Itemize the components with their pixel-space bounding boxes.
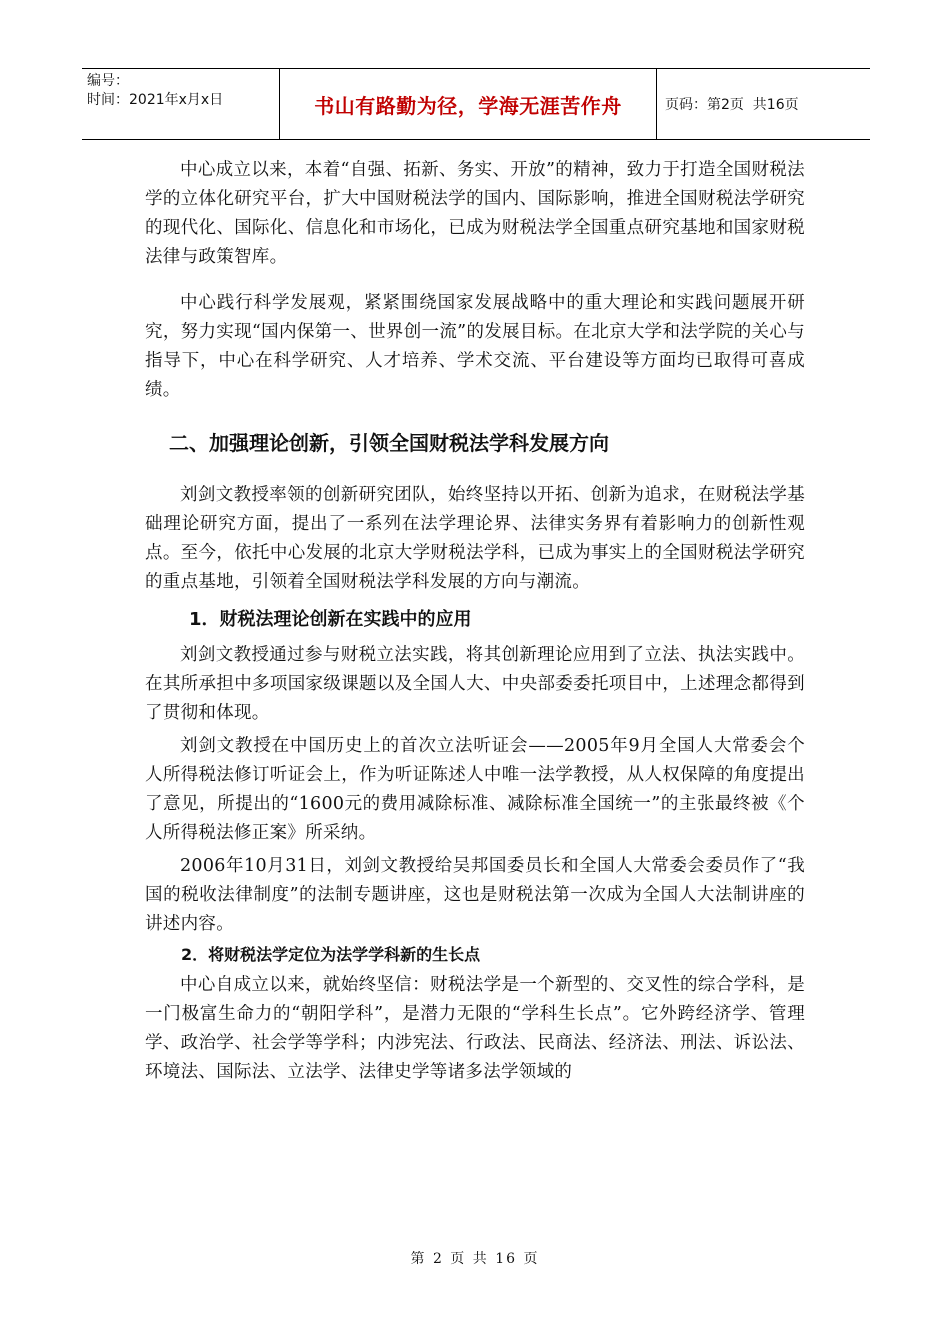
header-page-number: 页码：第2页 共16页 bbox=[665, 97, 799, 113]
subsection-heading: 1．财税法理论创新在实践中的应用 bbox=[189, 609, 472, 630]
header-meta bbox=[82, 69, 280, 139]
paragraph: 2006年10月31日，刘剑文教授给吴邦国委员长和全国人大常委会委员作了“我国的税收法律制度”的法制专题讲座，这也是财税法第一次成为全国人大法制讲座的讲述内容。 bbox=[145, 856, 805, 934]
document-body bbox=[145, 156, 805, 1087]
document-number-label: 编号： bbox=[87, 73, 129, 89]
header-motto: 书山有路勤为径，学海无涯苦作舟 bbox=[280, 69, 657, 139]
page-footer: 第 2 页 共 16 页 bbox=[410, 1251, 540, 1267]
paragraph: 中心成立以来，本着“自强、拓新、务实、开放”的精神，致力于打造全国财税法学的立体化研究平台，扩大中国财税法学的国内、国际影响，推进全国财税法学研究的现代化、国际化、信息化和市场化，已成为财税法学全国重点研究基地和国家财税法律与政策智库。 bbox=[145, 160, 805, 267]
paragraph: 刘剑文教授通过参与财税立法实践，将其创新理论应用到了立法、执法实践中。在其所承担中多项国家级课题以及全国人大、中央部委委托项目中，上述理念都得到了贯彻和体现。 bbox=[145, 645, 805, 723]
document-date-label: 时间：2021年x月x日 bbox=[87, 92, 224, 108]
paragraph: 中心践行科学发展观，紧紧围绕国家发展战略中的重大理论和实践问题展开研究，努力实现“国内保第一、世界创一流”的发展目标。在北京大学和法学院的关心与指导下，中心在科学研究、人才培养、学术交流、平台建设等方面均已取得可喜成绩。 bbox=[145, 293, 805, 400]
page-header bbox=[82, 68, 870, 140]
paragraph: 中心自成立以来，就始终坚信：财税法学是一个新型的、交叉性的综合学科，是一门极富生命力的“朝阳学科”，是潜力无限的“学科生长点”。它外跨经济学、管理学、政治学、社会学等学科；内涉宪法、行政法、民商法、经济法、刑法、诉讼法、环境法、国际法、立法学、法律史学等诸多法学领域的 bbox=[145, 975, 805, 1082]
section-heading: 二、加强理论创新，引领全国财税法学科发展方向 bbox=[169, 431, 609, 455]
paragraph: 刘剑文教授率领的创新研究团队，始终坚持以开拓、创新为追求，在财税法学基础理论研究方面，提出了一系列在法学理论界、法律实务界有着影响力的创新性观点。至今，依托中心发展的北京大学财税法学科，已成为事实上的全国财税法学研究的重点基地，引领着全国财税法学科发展的方向与潮流。 bbox=[145, 485, 805, 592]
subsection-heading: 2．将财税法学定位为法学学科新的生长点 bbox=[181, 945, 481, 964]
paragraph: 刘剑文教授在中国历史上的首次立法听证会——2005年9月全国人大常委会个人所得税法修订听证会上，作为听证陈述人中唯一法学教授，从人权保障的角度提出了意见，所提出的“1600元的费用减除标准、减除标准全国统一”的主张最终被《个人所得税法修正案》所采纳。 bbox=[145, 736, 805, 843]
header-page-info bbox=[657, 69, 870, 139]
